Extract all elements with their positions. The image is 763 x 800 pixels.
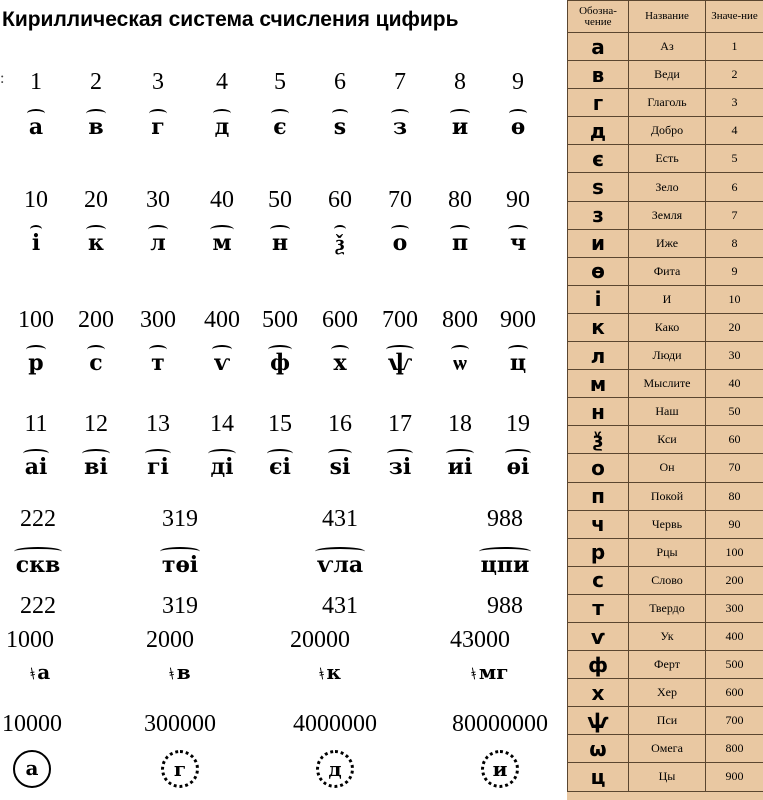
table-symbol: ф [568, 651, 629, 679]
myriad-numeral [155, 750, 205, 788]
titlo-glyph: и [448, 112, 472, 142]
circled-letter: г [161, 750, 199, 788]
table-symbol: м [568, 370, 629, 398]
titlo-glyph: скв [12, 550, 65, 580]
table-value: 800 [706, 735, 763, 763]
titlo-glyph: ѯ [332, 228, 349, 258]
table-name: Мыслите [629, 370, 706, 398]
cyrillic-numeral [486, 112, 550, 142]
titlo-glyph: л [146, 228, 170, 258]
table-name: Ук [629, 622, 706, 650]
titlo-glyph: цпи [477, 550, 534, 580]
table-name: Земля [629, 201, 706, 229]
titlo-glyph: с [85, 348, 106, 378]
titlo-glyph: і [28, 228, 44, 258]
titlo-glyph: г [147, 112, 168, 142]
arabic-number: 900 [500, 307, 536, 333]
titlo-glyph: аі [21, 452, 52, 482]
thousand-sign: ҂ [314, 663, 329, 684]
table-symbol: п [568, 482, 629, 510]
table-row [568, 763, 763, 791]
table-name: Наш [629, 398, 706, 426]
table-value: 300 [706, 594, 763, 622]
cyrillic-numeral [64, 228, 128, 258]
table-row [568, 735, 763, 763]
table-value: 2 [706, 61, 763, 89]
table-symbol: х [568, 679, 629, 707]
table-value: 3 [706, 89, 763, 117]
titlo-glyph: т [147, 348, 169, 378]
arabic-number: 5 [274, 69, 286, 95]
table-name: Люди [629, 342, 706, 370]
table-row [568, 482, 763, 510]
arabic-number: 16 [328, 411, 352, 437]
table-header-row [568, 1, 763, 33]
table-row [568, 651, 763, 679]
cyrillic-numeral [190, 348, 254, 378]
titlo-glyph: ді [206, 452, 237, 482]
table-symbol: і [568, 285, 629, 313]
table-row [568, 679, 763, 707]
titlo-glyph: ѳі [503, 452, 534, 482]
arabic-number: 18 [448, 411, 472, 437]
table-value: 8 [706, 229, 763, 257]
arabic-number: 4 [216, 69, 228, 95]
arabic-number: 12 [84, 411, 108, 437]
cyrillic-numeral [190, 112, 254, 142]
table-value: 80 [706, 482, 763, 510]
myriad-numeral [7, 750, 57, 788]
table-name: Пси [629, 707, 706, 735]
table-symbol: є [568, 145, 629, 173]
table-symbol: ѕ [568, 173, 629, 201]
table-name: Веди [629, 61, 706, 89]
titlo-glyph: гі [143, 452, 173, 482]
arabic-number: 90 [506, 187, 530, 213]
arabic-number: 3 [152, 69, 164, 95]
cyrillic-numeral [64, 452, 128, 482]
header-name: Название [629, 1, 706, 33]
arabic-number: 6 [334, 69, 346, 95]
cyrillic-numeral [368, 112, 432, 142]
arabic-number: 70 [388, 187, 412, 213]
table-value: 7 [706, 201, 763, 229]
table-name: Червь [629, 510, 706, 538]
table-value: 900 [706, 763, 763, 791]
table-value: 200 [706, 566, 763, 594]
cyrillic-numeral [4, 348, 68, 378]
arabic-number: 20000 [290, 627, 350, 653]
titlo-glyph: є [269, 112, 290, 142]
cyrillic-numeral [308, 452, 372, 482]
table-value: 30 [706, 342, 763, 370]
titlo-glyph: ві [80, 452, 112, 482]
arabic-number: 319 [162, 506, 198, 532]
table-row [568, 89, 763, 117]
table-symbol: а [568, 33, 629, 61]
arabic-number: 431 [322, 593, 358, 619]
arabic-number: 4000000 [293, 711, 377, 737]
cyrillic-numeral [486, 228, 550, 258]
table-name: Он [629, 454, 706, 482]
arabic-number: 300000 [144, 711, 216, 737]
table-value: 9 [706, 257, 763, 285]
arabic-number: 431 [322, 506, 358, 532]
arabic-number: 9 [512, 69, 524, 95]
page-title: Кириллическая система счисления цифирь [2, 8, 459, 31]
table-value: 40 [706, 370, 763, 398]
table-value: 90 [706, 510, 763, 538]
titlo-glyph: ѱ [384, 348, 416, 378]
thousand-sign: ҂ [164, 663, 179, 684]
arabic-number: 1 [30, 69, 42, 95]
table-value: 10 [706, 285, 763, 313]
titlo-glyph: ѡ [449, 348, 471, 378]
table-name: Цы [629, 763, 706, 791]
table-name: И [629, 285, 706, 313]
thousand-sign: ҂ [466, 663, 482, 684]
thousands-numeral [450, 660, 530, 684]
table-row [568, 285, 763, 313]
arabic-number: 14 [210, 411, 234, 437]
cyrillic-numeral [368, 452, 432, 482]
thousand-sign: ҂ [25, 663, 40, 684]
table-name: Иже [629, 229, 706, 257]
table-row [568, 566, 763, 594]
cyrillic-numeral [126, 348, 190, 378]
table-symbol: ѵ [568, 622, 629, 650]
titlo-glyph: ѕі [326, 452, 355, 482]
arabic-number: 13 [146, 411, 170, 437]
arabic-number: 100 [18, 307, 54, 333]
cyrillic-numeral [126, 112, 190, 142]
arabic-number: 400 [204, 307, 240, 333]
table-symbol: с [568, 566, 629, 594]
table-symbol: к [568, 313, 629, 341]
arabic-number: 50 [268, 187, 292, 213]
cyrillic-numeral [248, 452, 312, 482]
cyrillic-numeral [455, 550, 555, 580]
table-row [568, 61, 763, 89]
table-row [568, 33, 763, 61]
table-name: Хер [629, 679, 706, 707]
arabic-number: 222 [20, 506, 56, 532]
table-row [568, 117, 763, 145]
arabic-number: 988 [487, 506, 523, 532]
arabic-number: 2 [90, 69, 102, 95]
numeral-table [567, 0, 763, 800]
titlo-glyph: н [268, 228, 292, 258]
arabic-number: 30 [146, 187, 170, 213]
table-row [568, 510, 763, 538]
arabic-number: 222 [20, 593, 56, 619]
numeral-letter: а [37, 660, 51, 684]
cyrillic-numeral [190, 228, 254, 258]
header-symbol: Обозна-чение [568, 1, 629, 33]
table-name: Зело [629, 173, 706, 201]
table-value: 50 [706, 398, 763, 426]
table-name: Аз [629, 33, 706, 61]
table-value: 5 [706, 145, 763, 173]
titlo-glyph: д [211, 112, 234, 142]
myriad-numeral [310, 750, 360, 788]
cyrillic-numeral [4, 112, 68, 142]
arabic-number: 20 [84, 187, 108, 213]
table-name: Твердо [629, 594, 706, 622]
myriad-numeral [475, 750, 525, 788]
cyrillic-numeral [4, 228, 68, 258]
arabic-number: 2000 [146, 627, 194, 653]
table-symbol: ц [568, 763, 629, 791]
titlo-glyph: к [84, 228, 108, 258]
arabic-number: 7 [394, 69, 406, 95]
cyrillic-numeral [428, 348, 492, 378]
table-symbol: н [568, 398, 629, 426]
titlo-glyph: ѵ [210, 348, 234, 378]
cyrillic-numeral [308, 348, 372, 378]
arabic-number: 10 [24, 187, 48, 213]
cyrillic-numeral [248, 348, 312, 378]
titlo-glyph: ѕ [330, 112, 350, 142]
titlo-glyph: ѳ [507, 112, 529, 142]
cyrillic-numeral [0, 550, 88, 580]
arabic-number: 80 [448, 187, 472, 213]
table-row [568, 426, 763, 454]
cyrillic-numeral [486, 452, 550, 482]
titlo-glyph: п [448, 228, 472, 258]
titlo-glyph: х [329, 348, 350, 378]
table-name: Ферт [629, 651, 706, 679]
arabic-number: 43000 [450, 627, 510, 653]
titlo-glyph: иі [444, 452, 477, 482]
thousands-numeral [290, 660, 370, 684]
table-name: Добро [629, 117, 706, 145]
cyrillic-numeral [290, 550, 390, 580]
table-name: Глаголь [629, 89, 706, 117]
titlo-glyph: о [389, 228, 412, 258]
table-row [568, 342, 763, 370]
arabic-number: 80000000 [452, 711, 548, 737]
arabic-number: 11 [24, 411, 48, 437]
titlo-glyph: зі [385, 452, 415, 482]
arabic-number: 15 [268, 411, 292, 437]
table-symbol: в [568, 61, 629, 89]
table-row [568, 622, 763, 650]
titlo-glyph: а [25, 112, 47, 142]
titlo-glyph: ѵла [313, 550, 367, 580]
cyrillic-numeral [190, 452, 254, 482]
table-row [568, 257, 763, 285]
table-name: Како [629, 313, 706, 341]
table-value: 60 [706, 426, 763, 454]
table-row [568, 707, 763, 735]
table-name: Фита [629, 257, 706, 285]
cyrillic-numeral [64, 112, 128, 142]
table-value: 20 [706, 313, 763, 341]
table-symbol: л [568, 342, 629, 370]
table-name: Кси [629, 426, 706, 454]
table-symbol: о [568, 454, 629, 482]
arabic-number: 319 [162, 593, 198, 619]
table-symbol: т [568, 594, 629, 622]
arabic-number: 17 [388, 411, 412, 437]
cyrillic-numeral [4, 452, 68, 482]
table-symbol: р [568, 538, 629, 566]
cyrillic-numeral [368, 228, 432, 258]
table-symbol: ѳ [568, 257, 629, 285]
table-row [568, 454, 763, 482]
table-symbol: з [568, 201, 629, 229]
cyrillic-numeral [248, 112, 312, 142]
table-row [568, 229, 763, 257]
table-value: 600 [706, 679, 763, 707]
cyrillic-numeral [428, 112, 492, 142]
table-symbol: г [568, 89, 629, 117]
cyrillic-numeral [126, 452, 190, 482]
thousands-numeral [140, 660, 220, 684]
table-value: 1 [706, 33, 763, 61]
table-name: Есть [629, 145, 706, 173]
table-value: 4 [706, 117, 763, 145]
titlo-glyph: єі [265, 452, 295, 482]
table-symbol: ѡ [568, 735, 629, 763]
titlo-glyph: ц [506, 348, 530, 378]
titlo-glyph: з [389, 112, 411, 142]
cyrillic-numeral [248, 228, 312, 258]
table-value: 100 [706, 538, 763, 566]
cyrillic-numeral [428, 452, 492, 482]
table-name: Покой [629, 482, 706, 510]
numeral-letter: в [176, 660, 191, 684]
arabic-number: 40 [210, 187, 234, 213]
arabic-number: 800 [442, 307, 478, 333]
arabic-number: 8 [454, 69, 466, 95]
circled-letter: д [316, 750, 354, 788]
header-value: Значе-ние [706, 1, 763, 33]
arabic-number: 10000 [2, 711, 62, 737]
table-symbol: ѱ [568, 707, 629, 735]
stray-mark: : [0, 70, 5, 87]
thousands-numeral [0, 660, 80, 684]
arabic-number: 600 [322, 307, 358, 333]
table-row [568, 398, 763, 426]
cyrillic-numeral [308, 112, 372, 142]
arabic-number: 700 [382, 307, 418, 333]
arabic-number: 1000 [6, 627, 54, 653]
arabic-number: 988 [487, 593, 523, 619]
cyrillic-numeral [130, 550, 230, 580]
table-value: 500 [706, 651, 763, 679]
table-row [568, 594, 763, 622]
titlo-glyph: ф [266, 348, 294, 378]
cyrillic-numeral [64, 348, 128, 378]
titlo-glyph: в [84, 112, 107, 142]
cyrillic-numeral [486, 348, 550, 378]
table-name: Омега [629, 735, 706, 763]
circled-letter: а [13, 750, 51, 788]
cyrillic-numeral [368, 348, 432, 378]
table-symbol: ѯ [568, 426, 629, 454]
arabic-number: 200 [78, 307, 114, 333]
cyrillic-numeral [428, 228, 492, 258]
table-symbol: д [568, 117, 629, 145]
titlo-glyph: ч [506, 228, 530, 258]
table-row [568, 173, 763, 201]
cyrillic-numeral [126, 228, 190, 258]
numeral-letter: к [326, 660, 341, 684]
table-value: 6 [706, 173, 763, 201]
arabic-number: 19 [506, 411, 530, 437]
titlo-glyph: р [24, 348, 47, 378]
table-name: Слово [629, 566, 706, 594]
table-row [568, 201, 763, 229]
table-symbol: и [568, 229, 629, 257]
titlo-glyph: тѳі [158, 550, 202, 580]
table-row [568, 145, 763, 173]
table-value: 700 [706, 707, 763, 735]
table-value: 400 [706, 622, 763, 650]
table-row [568, 313, 763, 341]
table-name: Рцы [629, 538, 706, 566]
table-value: 70 [706, 454, 763, 482]
arabic-number: 60 [328, 187, 352, 213]
circled-letter: и [481, 750, 519, 788]
arabic-number: 500 [262, 307, 298, 333]
table-row [568, 538, 763, 566]
arabic-number: 300 [140, 307, 176, 333]
numeral-letter: мг [478, 660, 509, 684]
table-symbol: ч [568, 510, 629, 538]
cyrillic-numeral [308, 228, 372, 258]
titlo-glyph: м [208, 228, 235, 258]
table-row [568, 370, 763, 398]
